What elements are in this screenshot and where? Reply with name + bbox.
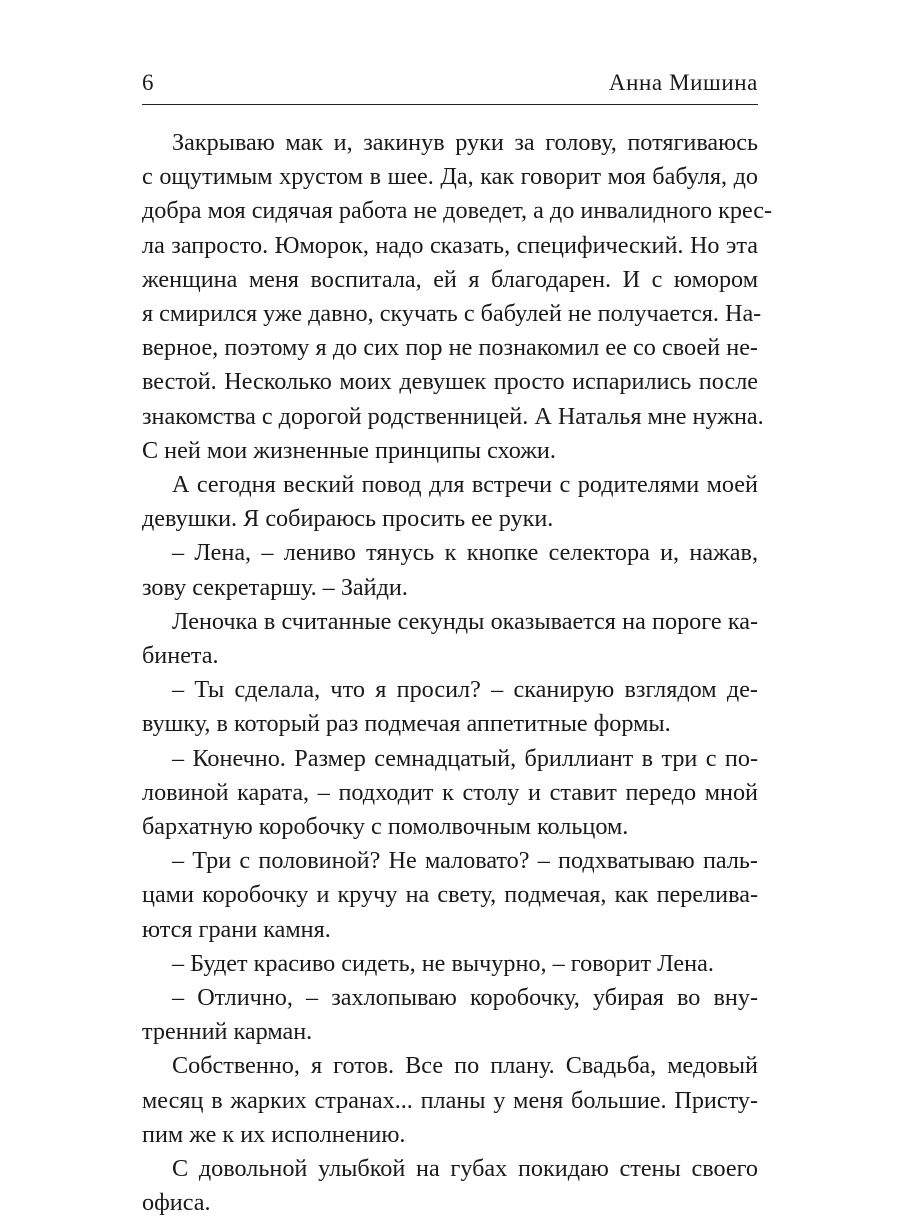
paragraph: [142, 536, 758, 604]
text-line: – Ты сделала, что я просил? – сканирую взглядом де-: [172, 676, 758, 704]
paragraph: [142, 126, 773, 468]
header-rule: [142, 104, 758, 105]
text-line: цами коробочку и кручу на свету, подмечая, как перелива-: [142, 881, 758, 909]
paragraph: [142, 947, 758, 981]
text-line: ются грани камня.: [142, 915, 331, 943]
text-line: добра моя сидячая работа не доведет, а до инвалидного крес-: [142, 197, 773, 225]
paragraph: [142, 1152, 758, 1220]
paragraph: [142, 673, 758, 741]
text-line: зову секретаршу. – Зайди.: [142, 573, 408, 601]
text-line: – Будет красиво сидеть, не вычурно, – говорит Лена.: [172, 949, 714, 977]
text-line: Собственно, я готов. Все по плану. Свадьба, медовый: [172, 1052, 758, 1080]
paragraph: [142, 468, 758, 536]
text-line: Закрываю мак и, закинув руки за голову, потягиваюсь: [172, 129, 758, 156]
running-head-author: Анна Мишина: [608, 70, 758, 95]
text-line: С довольной улыбкой на губах покидаю стены своего: [172, 1155, 758, 1183]
paragraph: [142, 844, 758, 947]
text-line: – Лена, – лениво тянусь к кнопке селектора и, нажав,: [172, 539, 758, 567]
text-line: тренний карман.: [142, 1018, 313, 1046]
paragraph: [142, 1049, 758, 1152]
page-header: [142, 68, 758, 98]
text-line: ловиной карата, – подходит к столу и ставит передо мной: [142, 778, 758, 806]
text-line: – Отлично, – захлопываю коробочку, убирая во вну-: [172, 984, 758, 1012]
paragraph: [142, 981, 758, 1049]
text-line: ла запросто. Юморок, надо сказать, специфический. Но эта: [142, 231, 758, 259]
text-line: – Конечно. Размер семнадцатый, бриллиант в три с по-: [172, 744, 758, 772]
paragraph: [142, 742, 758, 845]
text-line: бархатную коробочку с помолвочным кольцом.: [142, 813, 629, 841]
text-line: месяц в жарких странах... планы у меня большие. Присту-: [142, 1086, 758, 1114]
text-line: бинета.: [142, 642, 219, 670]
text-line: Леночка в считанные секунды оказывается на пороге ка-: [172, 607, 758, 635]
text-line: вестой. Несколько моих девушек просто испарились после: [142, 368, 758, 396]
text-line: вушку, в который раз подмечая аппетитные формы.: [142, 710, 671, 738]
text-line: пим же к их исполнению.: [142, 1120, 406, 1148]
text-line: девушки. Я собираюсь просить ее руки.: [142, 505, 554, 533]
text-line: – Три с половиной? Не маловато? – подхватываю паль-: [172, 847, 758, 875]
text-line: офиса.: [142, 1189, 211, 1217]
page-number: 6: [142, 70, 154, 95]
text-line: А сегодня веский повод для встречи с родителями моей: [172, 471, 758, 499]
text-line: С ней мои жизненные принципы схожи.: [142, 436, 556, 464]
paragraph: [142, 605, 758, 673]
text-line: верное, поэтому я до сих пор не познакомил ее со своей не-: [142, 334, 758, 362]
text-line: с ощутимым хрустом в шее. Да, как говорит моя бабуля, до: [142, 163, 758, 191]
text-line: знакомства с дорогой родственницей. А Наталья мне нужна.: [142, 402, 764, 430]
text-line: женщина меня воспитала, ей я благодарен. И с юмором: [142, 265, 758, 293]
body-text: [142, 126, 773, 1221]
text-line: я смирился уже давно, скучать с бабулей не получается. На-: [142, 300, 762, 328]
